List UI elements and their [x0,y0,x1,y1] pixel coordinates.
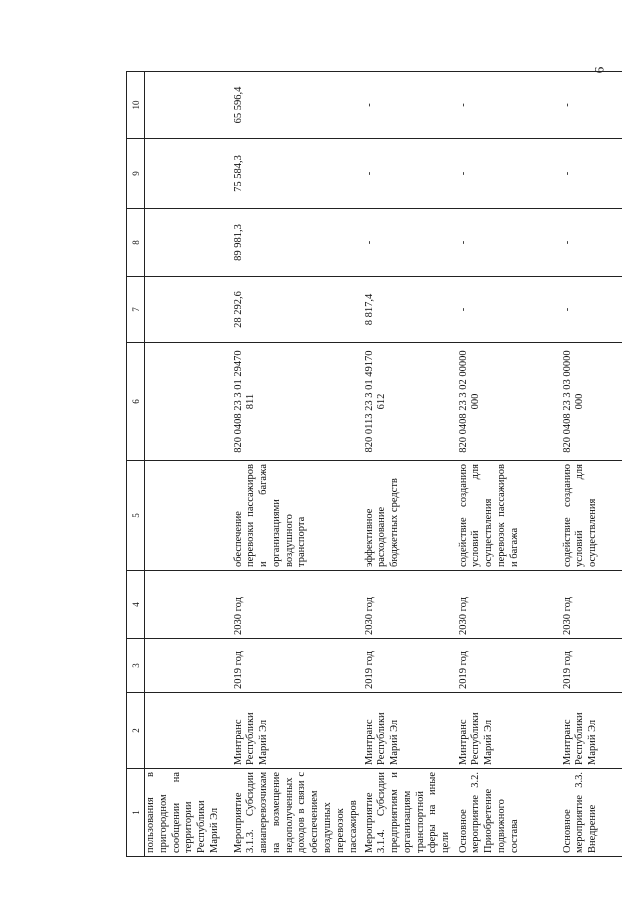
expected-result [145,461,233,571]
amount-col9: - [562,139,622,209]
expected-result: эффективное расходование бюджетных средств [364,461,458,571]
budget-table [126,71,622,857]
table-row [562,72,622,857]
executor: Минтранс Республики Марий Эл [562,693,622,769]
header-cell-9: 9 [127,139,145,209]
amount-col10: - [364,72,458,139]
amount-col7: - [458,277,562,343]
amount-col9: - [364,139,458,209]
amount-col8: 89 981,3 [233,209,364,277]
amount-col9: 75 584,3 [233,139,364,209]
expected-result: содействие созданию условий для осуществления [562,461,622,571]
amount-col9 [145,139,233,209]
start-year [145,639,233,693]
activity-name: пользования в пригородном сообщении на территории Республики Марий Эл [145,769,233,857]
activity-name: Мероприятие 3.1.4. Субсидии предприятиям и организациям транспортной сферы на иные цели [364,769,458,857]
amount-col10: 65 596,4 [233,72,364,139]
table-row [364,72,458,857]
header-cell-2: 2 [127,693,145,769]
activity-name: Основное мероприятие 3.3. Внедрение [562,769,622,857]
table-row [145,72,233,857]
amount-col8 [145,209,233,277]
executor: Минтранс Республики Марий Эл [233,693,364,769]
budget-code: 820 0408 23 3 01 29470 811 [233,343,364,461]
header-cell-3: 3 [127,639,145,693]
start-year: 2019 год [233,639,364,693]
amount-col7: 28 292,6 [233,277,364,343]
end-year [145,571,233,639]
amount-col7: 8 817,4 [364,277,458,343]
executor: Минтранс Республики Марий Эл [458,693,562,769]
activity-name: Основное мероприятие 3.2. Приобретение подвижного состава [458,769,562,857]
amount-col7 [145,277,233,343]
end-year: 2030 год [233,571,364,639]
executor [145,693,233,769]
amount-col10: - [562,72,622,139]
header-cell-6: 6 [127,343,145,461]
header-cell-8: 8 [127,209,145,277]
header-cell-4: 4 [127,571,145,639]
amount-col7: - [562,277,622,343]
header-cell-5: 5 [127,461,145,571]
end-year: 2030 год [562,571,622,639]
end-year: 2030 год [364,571,458,639]
expected-result: обеспечение перевозки пассажиров и багажа организациями воздушного транспорта [233,461,364,571]
start-year: 2019 год [364,639,458,693]
amount-col9: - [458,139,562,209]
budget-code [145,343,233,461]
budget-code: 820 0408 23 3 03 00000 000 [562,343,622,461]
page-number: 6 [591,66,607,74]
table-row [233,72,364,857]
expected-result: содействие созданию условий для осуществления перевозок пассажиров и багажа [458,461,562,571]
amount-col8: - [562,209,622,277]
start-year: 2019 год [458,639,562,693]
amount-col8: - [364,209,458,277]
header-cell-10: 10 [127,72,145,139]
activity-name: Мероприятие 3.1.3. Субсидии авиаперевозчикам на возмещение недополученных доходов в связи с обеспечением воздушных перевозок пассажиров [233,769,364,857]
budget-code: 820 0408 23 3 02 00000 000 [458,343,562,461]
rotated-table-container [126,72,622,857]
header-cell-7: 7 [127,277,145,343]
amount-col10 [145,72,233,139]
header-row [127,72,145,857]
executor: Минтранс Республики Марий Эл [364,693,458,769]
amount-col8: - [458,209,562,277]
table-row [458,72,562,857]
start-year: 2019 год [562,639,622,693]
header-cell-1: 1 [127,769,145,857]
budget-code: 820 0113 23 3 01 49170 612 [364,343,458,461]
amount-col10: - [458,72,562,139]
end-year: 2030 год [458,571,562,639]
